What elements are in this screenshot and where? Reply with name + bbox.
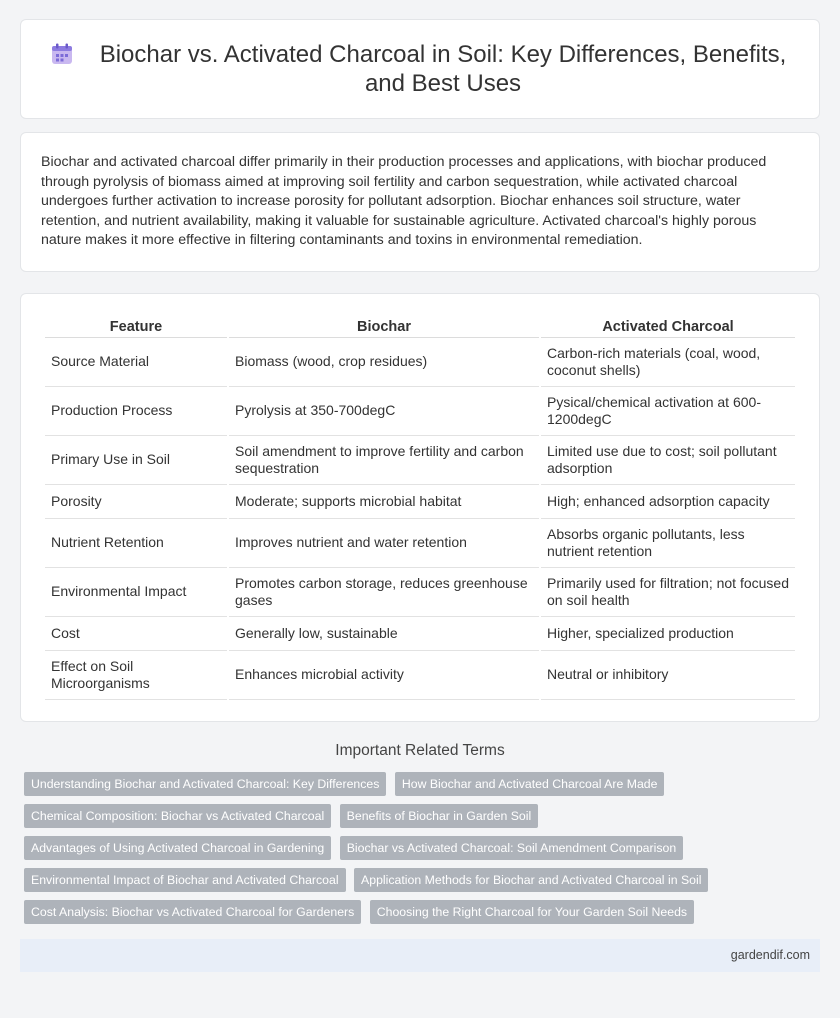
table-row bbox=[45, 485, 795, 519]
header-biochar: Biochar bbox=[229, 314, 539, 338]
related-tag-link[interactable]: Choosing the Right Charcoal for Your Garden Soil Needs bbox=[370, 900, 694, 924]
table-cell: Higher, specialized production bbox=[541, 617, 795, 651]
table-cell: Effect on Soil Microorganisms bbox=[45, 651, 227, 700]
header-card bbox=[20, 19, 820, 119]
related-tag-link[interactable]: Advantages of Using Activated Charcoal in Gardening bbox=[24, 836, 331, 860]
table-cell: Carbon-rich materials (coal, wood, coconut shells) bbox=[541, 338, 795, 387]
table-cell: Biomass (wood, crop residues) bbox=[229, 338, 539, 387]
related-tag-link[interactable]: Application Methods for Biochar and Activated Charcoal in Soil bbox=[354, 868, 708, 892]
table-cell: Primary Use in Soil bbox=[45, 436, 227, 485]
table-cell: Porosity bbox=[45, 485, 227, 519]
table-cell: Generally low, sustainable bbox=[229, 617, 539, 651]
table-row bbox=[45, 651, 795, 700]
related-tag-link[interactable]: Benefits of Biochar in Garden Soil bbox=[340, 804, 539, 828]
table-cell: Moderate; supports microbial habitat bbox=[229, 485, 539, 519]
table-row bbox=[45, 568, 795, 617]
related-tags bbox=[20, 772, 820, 932]
table-cell: Production Process bbox=[45, 387, 227, 436]
related-tag-link[interactable]: Biochar vs Activated Charcoal: Soil Amendment Comparison bbox=[340, 836, 683, 860]
table-cell: Cost bbox=[45, 617, 227, 651]
footer-site-link[interactable]: gardendif.com bbox=[730, 947, 810, 962]
table-cell: Improves nutrient and water retention bbox=[229, 519, 539, 568]
footer bbox=[20, 939, 820, 972]
comparison-table-card bbox=[20, 293, 820, 722]
related-tag-link[interactable]: Environmental Impact of Biochar and Activated Charcoal bbox=[24, 868, 346, 892]
table-cell: Absorbs organic pollutants, less nutrient retention bbox=[541, 519, 795, 568]
table-row bbox=[45, 519, 795, 568]
intro-card bbox=[20, 132, 820, 272]
table-cell: Environmental Impact bbox=[45, 568, 227, 617]
related-tag-link[interactable]: Chemical Composition: Biochar vs Activated Charcoal bbox=[24, 804, 331, 828]
table-header-row bbox=[45, 314, 795, 338]
table-row bbox=[45, 387, 795, 436]
related-tag-link[interactable]: Understanding Biochar and Activated Charcoal: Key Differences bbox=[24, 772, 386, 796]
table-cell: Pysical/chemical activation at 600-1200degC bbox=[541, 387, 795, 436]
intro-paragraph: Biochar and activated charcoal differ primarily in their production processes and applications, with biochar produced through pyrolysis of biomass aimed at improving soil fertility and carbon sequestration, while activated charcoal undergoes further activation to increase porosity for pollutant adsorption. Biochar enhances soil structure, water retention, and nutrient availability, making it valuable for sustainable agriculture. Activated charcoal's highly porous nature makes it more effective in filtering contaminants and toxins in environmental remediation. bbox=[41, 154, 767, 249]
table-cell: Source Material bbox=[45, 338, 227, 387]
calendar-icon bbox=[51, 43, 73, 65]
header-activated-charcoal: Activated Charcoal bbox=[541, 314, 795, 338]
page-title: Biochar vs. Activated Charcoal in Soil: Key Differences, Benefits, and Best Uses bbox=[99, 41, 787, 97]
related-terms-section bbox=[0, 742, 840, 932]
table-cell: Soil amendment to improve fertility and carbon sequestration bbox=[229, 436, 539, 485]
related-tag-link[interactable]: How Biochar and Activated Charcoal Are Made bbox=[395, 772, 665, 796]
title-wrap bbox=[51, 40, 789, 98]
table-cell: Neutral or inhibitory bbox=[541, 651, 795, 700]
table-cell: Enhances microbial activity bbox=[229, 651, 539, 700]
table-cell: High; enhanced adsorption capacity bbox=[541, 485, 795, 519]
table-row bbox=[45, 436, 795, 485]
table-cell: Pyrolysis at 350-700degC bbox=[229, 387, 539, 436]
table-cell: Promotes carbon storage, reduces greenhouse gases bbox=[229, 568, 539, 617]
related-terms-title: Important Related Terms bbox=[335, 741, 505, 759]
comparison-table bbox=[43, 314, 797, 700]
table-row bbox=[45, 338, 795, 387]
header-feature: Feature bbox=[45, 314, 227, 338]
related-tag-link[interactable]: Cost Analysis: Biochar vs Activated Charcoal for Gardeners bbox=[24, 900, 361, 924]
table-cell: Nutrient Retention bbox=[45, 519, 227, 568]
table-cell: Primarily used for filtration; not focused on soil health bbox=[541, 568, 795, 617]
table-row bbox=[45, 617, 795, 651]
table-cell: Limited use due to cost; soil pollutant adsorption bbox=[541, 436, 795, 485]
